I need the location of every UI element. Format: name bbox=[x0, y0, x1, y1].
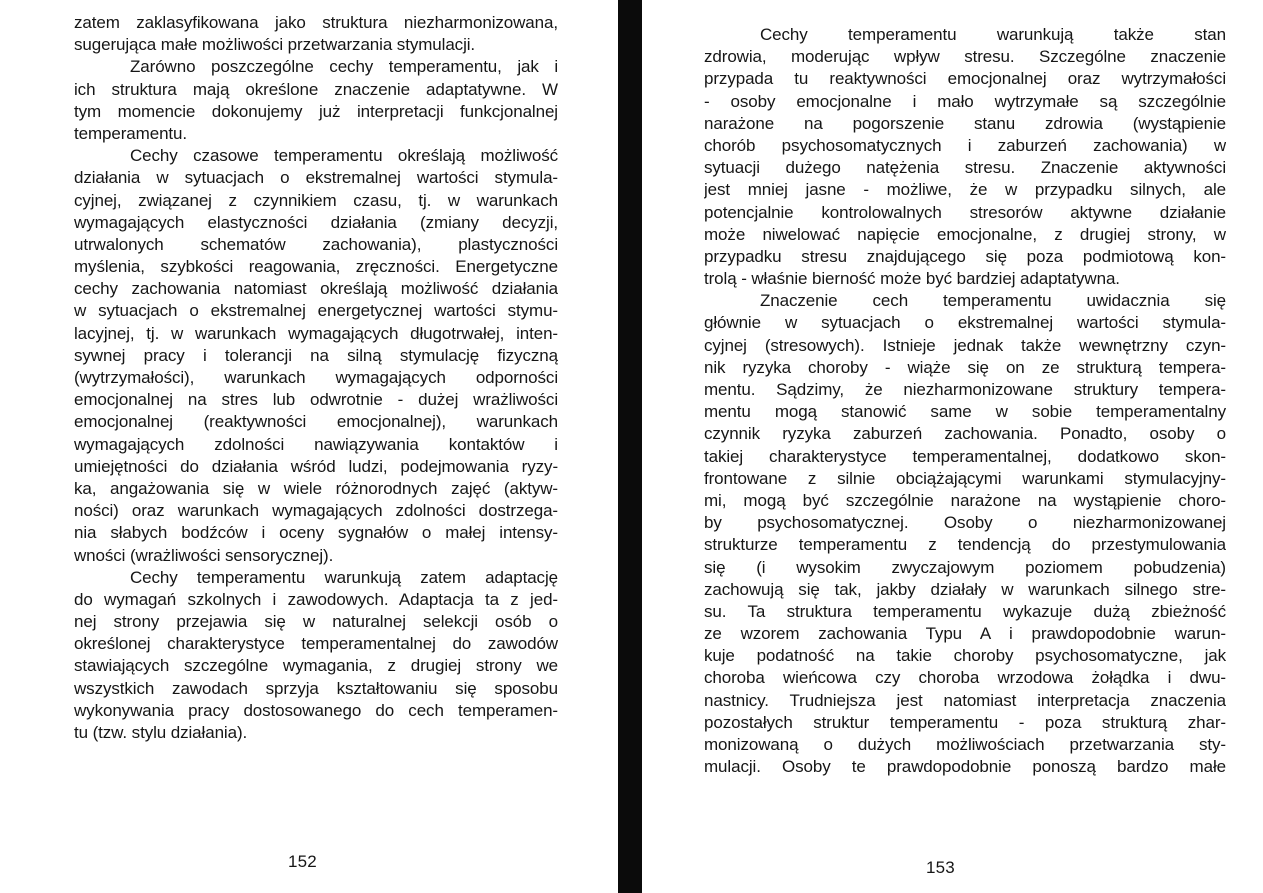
text-line: ze wzorem zachowania Typu A i prawdopodobnie warun- bbox=[704, 624, 1226, 644]
text-line: (wytrzymałości), warunkach wymagających odporności bbox=[74, 368, 558, 387]
text-line: zatem zaklasyfikowana jako struktura niezharmonizowana, bbox=[74, 13, 558, 32]
left-page-text bbox=[74, 12, 558, 744]
text-line: cechy zachowania natomiast określają możliwość działania bbox=[74, 279, 558, 299]
text-line: sywnej pracy i tolerancji na silną stymulację fizyczną bbox=[74, 345, 558, 365]
text-line: Znaczenie cech temperamentu uwidacznia się bbox=[760, 291, 1226, 311]
text-line: su. Ta struktura temperamentu wykazuje dużą zbieżność bbox=[704, 601, 1226, 621]
text-line: określonej charakterystyce temperamentalnej do zawodów bbox=[74, 634, 558, 654]
text-line: nia słabych bodźców i oceny sygnałów o małej intensy- bbox=[74, 523, 558, 543]
text-line: zdrowia, moderując wpływ stresu. Szczególne znaczenie bbox=[704, 47, 1226, 67]
text-line: głównie w sytuacjach o ekstremalnej wartości stymula- bbox=[704, 313, 1226, 333]
text-line: mentu. Sądzimy, że niezharmonizowane struktury tempera- bbox=[704, 380, 1226, 399]
book-gutter bbox=[618, 0, 642, 893]
text-line: chorób psychosomatycznych i zaburzeń zachowania) w bbox=[704, 135, 1226, 155]
text-line: tym momencie dokonujemy już interpretacji funkcjonalnej bbox=[74, 101, 558, 121]
left-page bbox=[0, 0, 618, 893]
text-line: ka, angażowania się w wiele różnorodnych zajęć (aktyw- bbox=[74, 478, 558, 498]
text-line: mulacji. Osoby te prawdopodobnie ponoszą bardzo małe bbox=[704, 757, 1226, 777]
text-line: - osoby emocjonalne i mało wytrzymałe są szczególnie bbox=[704, 91, 1226, 111]
text-line: sytuacji dużego natężenia stresu. Znaczenie aktywności bbox=[704, 158, 1226, 178]
text-line: ich struktura mają określone znaczenie adaptatywne. W bbox=[74, 79, 558, 99]
page-number-left: 152 bbox=[288, 852, 317, 871]
text-line: potencjalnie kontrolowalnych stresorów aktywne działanie bbox=[704, 202, 1226, 222]
text-line: narażone na pogorszenie stanu zdrowia (wystąpienie bbox=[704, 113, 1226, 133]
text-line: działania w sytuacjach o ekstremalnej wartości stymula- bbox=[74, 168, 558, 188]
text-line: monizowaną o dużych możliwościach przetwarzania sty- bbox=[704, 735, 1226, 754]
text-line: mi, mogą być szczególnie narażone na wystąpienie choro- bbox=[704, 490, 1226, 510]
text-line: by psychosomatycznej. Osoby o niezharmonizowanej bbox=[704, 513, 1226, 533]
text-line: emocjonalnej (reaktywności emocjonalnej), warunkach bbox=[74, 412, 558, 432]
text-line: zachowują się tak, jakby działały w warunkach silnego stre- bbox=[704, 579, 1226, 599]
text-line: tu (tzw. stylu działania). bbox=[74, 723, 248, 742]
text-line: wymagających elastyczności działania (zmiany decyzji, bbox=[74, 212, 558, 232]
text-line: wykonywania pracy dostosowanego do cech temperamen- bbox=[74, 700, 558, 720]
text-line: nik ryzyka choroby - wiąże się on ze strukturą tempera- bbox=[704, 357, 1226, 377]
text-line: wności (wrażliwości sensorycznej). bbox=[74, 545, 334, 565]
text-line: cyjnej (stresowych). Istnieje jednak także wewnętrzny czyn- bbox=[704, 335, 1226, 355]
text-line: Cechy temperamentu warunkują także stan bbox=[760, 25, 1226, 44]
text-line: cyjnej, związanej z czynnikiem czasu, tj. w warunkach bbox=[74, 190, 558, 210]
text-line: Cechy czasowe temperamentu określają możliwość bbox=[130, 146, 558, 166]
text-line: Cechy temperamentu warunkują zatem adaptację bbox=[130, 567, 558, 587]
right-page-text bbox=[704, 24, 1226, 778]
text-line: jest mniej jasne - możliwe, że w przypadku silnych, ale bbox=[704, 180, 1226, 200]
text-line: umiejętności do działania wśród ludzi, podejmowania ryzy- bbox=[74, 456, 558, 476]
text-line: ności) oraz warunkach wymagających zdolności dostrzega- bbox=[74, 501, 558, 521]
text-line: wymagających zdolności nawiązywania kontaktów i bbox=[74, 434, 558, 454]
text-line: pozostałych struktur temperamentu - poza strukturą zhar- bbox=[704, 712, 1226, 732]
text-line: przypadku stresu znajdującego się poza podmiotową kon- bbox=[704, 246, 1226, 266]
text-line: emocjonalnej na stres lub odwrotnie - dużej wrażliwości bbox=[74, 390, 558, 410]
text-line: takiej charakterystyce temperamentalnej, dodatkowo skon- bbox=[704, 446, 1226, 466]
text-line: nej strony przejawia się w naturalnej selekcji osób o bbox=[74, 612, 558, 632]
text-line: mentu mogą stanowić same w sobie temperamentalny bbox=[704, 402, 1226, 422]
text-line: do wymagań szkolnych i zawodowych. Adaptacja ta z jed- bbox=[74, 589, 558, 609]
text-line: frontowane z silnie obciążającymi warunkami stymulacyjny- bbox=[704, 468, 1226, 488]
text-line: kuje podatność na takie choroby psychosomatyczne, jak bbox=[704, 646, 1226, 666]
text-line: sugerująca małe możliwości przetwarzania stymulacji. bbox=[74, 35, 476, 55]
text-line: trolą - właśnie bierność może być bardziej adaptatywna. bbox=[704, 269, 1120, 289]
text-line: stawiających szczególne wymagania, z drugiej strony we bbox=[74, 656, 558, 676]
text-line: przypada tu reaktywności emocjonalnej oraz wytrzymałości bbox=[704, 69, 1226, 89]
text-line: choroba wieńcowa czy choroba wrzodowa żołądka i dwu- bbox=[704, 668, 1226, 688]
text-line: nastnicy. Trudniejsza jest natomiast interpretacja znaczenia bbox=[704, 690, 1226, 710]
text-line: czynnik ryzyka zaburzeń zachowania. Ponadto, osoby o bbox=[704, 424, 1226, 444]
text-line: w sytuacjach o ekstremalnej energetycznej wartości stymu- bbox=[74, 301, 558, 321]
text-line: wszystkich zawodach sprzyja kształtowaniu się sposobu bbox=[74, 678, 558, 698]
text-line: lacyjnej, tj. w warunkach wymagających długotrwałej, inten- bbox=[74, 323, 558, 343]
right-page bbox=[642, 0, 1263, 893]
text-line: Zarówno poszczególne cechy temperamentu, jak i bbox=[130, 57, 558, 77]
text-line: strukturze temperamentu z tendencją do przestymulowania bbox=[704, 535, 1226, 555]
page-number-right: 153 bbox=[926, 858, 955, 877]
text-line: utrwalonych schematów zachowania), plastyczności bbox=[74, 234, 558, 254]
text-line: może niwelować napięcie emocjonalne, z drugiej strony, w bbox=[704, 224, 1226, 244]
text-line: myślenia, szybkości reagowania, zręczności. Energetyczne bbox=[74, 257, 558, 277]
text-line: temperamentu. bbox=[74, 123, 188, 143]
text-line: się (i wysokim zwyczajowym poziomem pobudzenia) bbox=[704, 557, 1226, 577]
